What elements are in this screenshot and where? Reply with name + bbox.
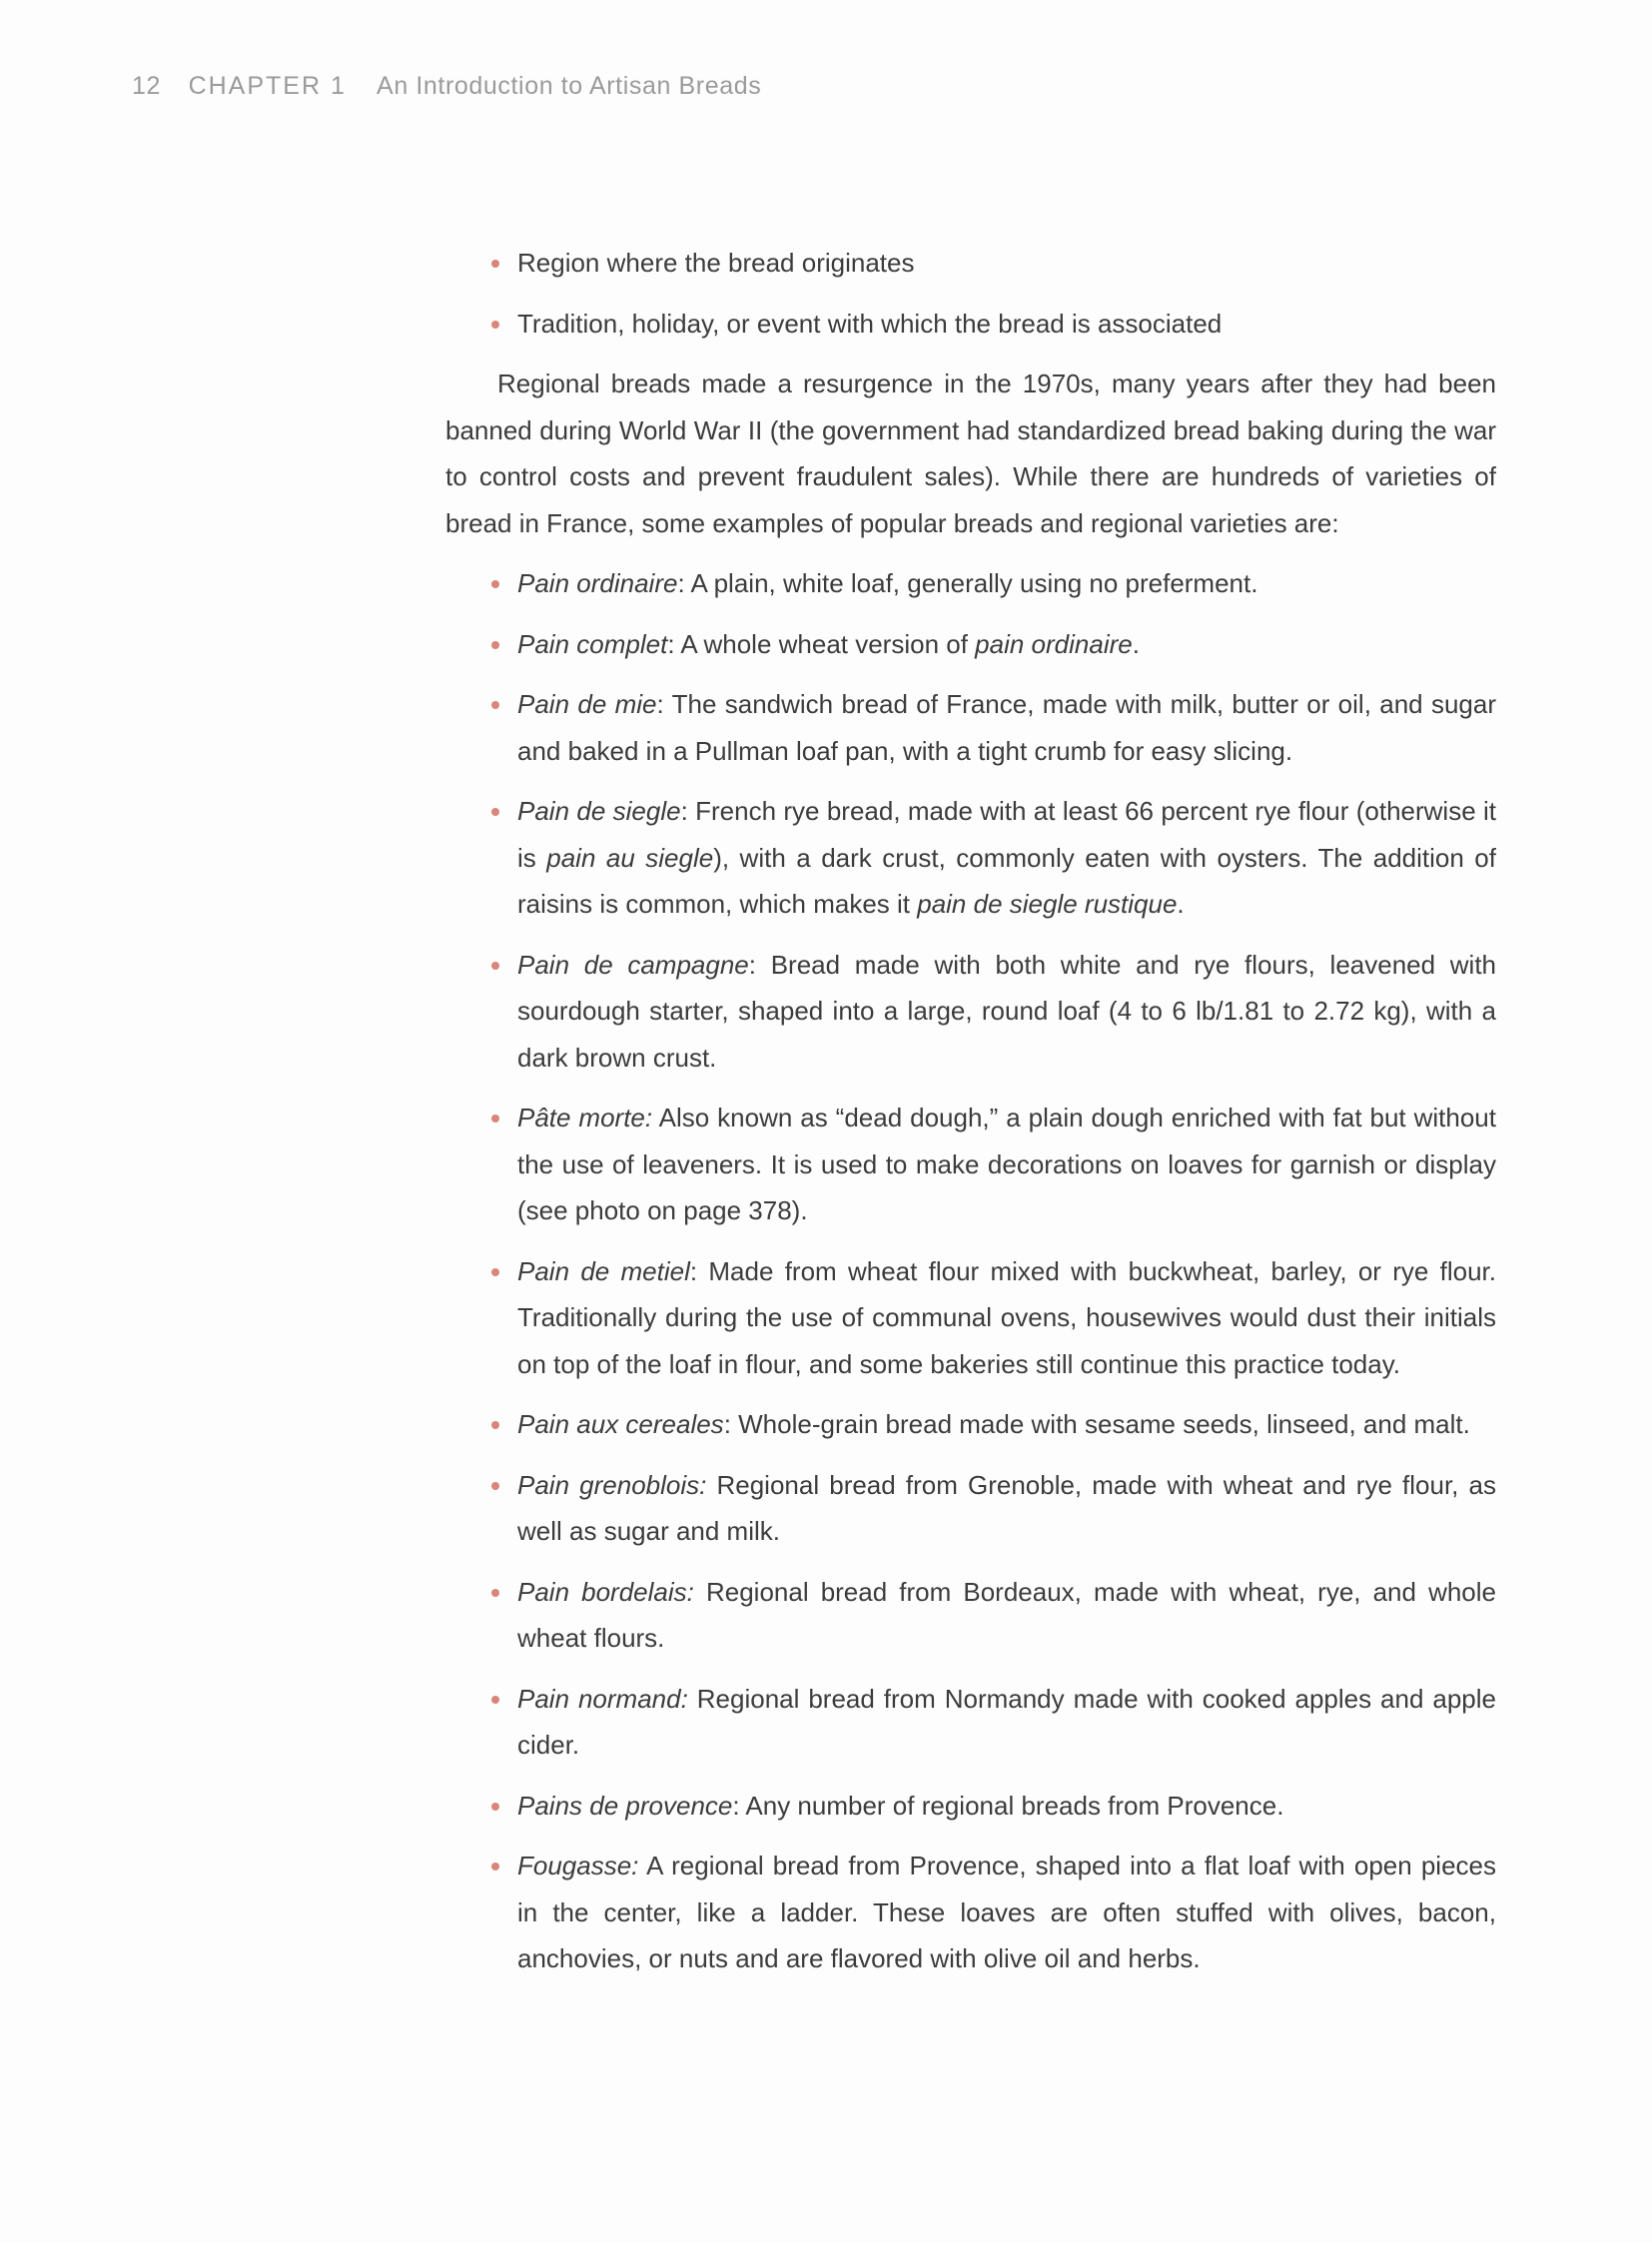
page-body: [445, 240, 1496, 1996]
running-head: [132, 72, 761, 101]
chapter-label: CHAPTER 1: [188, 72, 347, 100]
bread-item: Pain de siegle: French rye bread, made with at least 66 percent rye flour (otherwise it is pain au siegle), with a dark crust, commonly eaten with oysters. The addition of raisins is common, which makes it pain de siegle rustique.: [445, 788, 1496, 928]
bread-description: A whole wheat version of: [674, 628, 976, 659]
bread-item: [445, 1095, 1496, 1234]
bread-term: Pain bordelais:: [517, 1576, 694, 1607]
bread-description: Regional bread from Normandy made with cooked apples and apple cider.: [517, 1683, 1496, 1760]
bread-item: [445, 1462, 1496, 1555]
bread-description: Bread made with both white and rye flours, leavened with sourdough starter, shaped into a large, round loaf (4 to 6 lb/1.81 to 2.72 kg), with a dark brown crust.: [517, 949, 1497, 1073]
body-paragraph: Regional breads made a resurgence in the 1970s, many years after they had been banned during World War II (the government had standardized bread baking during the war to control costs and prevent fraudulent sales). While there are hundreds of varieties of bread in France, some examples of popular breads and regional varieties are:: [445, 369, 1496, 538]
bread-item: [445, 1843, 1496, 1982]
bread-term: Pain de metiel: [517, 1255, 690, 1286]
page-number: 12: [132, 72, 162, 100]
bread-description: Made from wheat flour mixed with buckwheat, barley, or rye flour. Traditionally during the use of communal ovens, housewives would dust their initials on top of the loaf in flour, and some bakeries still continue this practice today.: [517, 1255, 1496, 1379]
bread-term: Pain ordinaire: [517, 568, 678, 598]
list-item: Region where the bread originates: [445, 240, 1496, 287]
bread-description: Also known as “dead dough,” a plain dough enriched with fat but without the use of leaveners. It is used to make decorations on loaves for garnish or display (see photo on page 378).: [517, 1103, 1496, 1225]
bread-term: Pain normand:: [517, 1683, 688, 1714]
bread-item: Pain de mie: The sandwich bread of France, made with milk, butter or oil, and sugar and baked in a Pullman loaf pan, with a tight crumb for easy slicing.: [445, 681, 1496, 774]
bread-description: French rye bread, made with at least 66 percent rye flour (otherwise it is: [517, 796, 1496, 873]
bread-item: [445, 1676, 1496, 1769]
bread-description: Any number of regional breads from Provence.: [739, 1790, 1284, 1821]
chapter-title: An Introduction to Artisan Breads: [377, 72, 762, 100]
bread-description: A plain, white loaf, generally using no preferment.: [684, 568, 1258, 598]
bread-term: Pain grenoblois:: [517, 1469, 707, 1500]
bread-term: Fougasse:: [517, 1851, 639, 1880]
bread-item: Pain ordinaire: A plain, white loaf, generally using no preferment.: [445, 560, 1496, 607]
bread-term: Pâte morte:: [517, 1103, 653, 1132]
intro-bullet-list: [445, 240, 1496, 347]
bread-reference: pain ordinaire: [975, 628, 1133, 659]
bread-reference: pain de siegle rustique: [917, 889, 1178, 919]
bread-description: Regional bread from Grenoble, made with wheat and rye flour, as well as sugar and milk.: [517, 1469, 1496, 1546]
bread-term: Pain complet: [517, 628, 668, 659]
bread-variety-list: [445, 560, 1496, 1982]
bread-description: A regional bread from Provence, shaped into a flat loaf with open pieces in the center, like a ladder. These loaves are often stuffed with olives, bacon, anchovies, or nuts and are flavored with olive oil and herbs.: [517, 1851, 1496, 1973]
bread-item: Pains de provence: Any number of regional breads from Provence.: [445, 1783, 1496, 1830]
bread-description: The sandwich bread of France, made with milk, butter or oil, and sugar and baked in a Pullman loaf pan, with a tight crumb for easy slicing.: [517, 689, 1496, 766]
bread-description: Regional bread from Bordeaux, made with wheat, rye, and whole wheat flours.: [517, 1576, 1497, 1653]
bread-item: Pain complet: A whole wheat version of pain ordinaire.: [445, 621, 1496, 668]
bread-term: Pain de campagne: [517, 949, 749, 980]
bread-term: Pain de mie: [517, 689, 657, 719]
bread-item: Pain de metiel: Made from wheat flour mixed with buckwheat, barley, or rye flour. Traditionally during the use of communal ovens, housewives would dust their initials on top of the loaf in flour, and some bakeries still continue this practice today.: [445, 1248, 1496, 1388]
bread-reference: pain au siegle: [546, 842, 714, 873]
bread-description: Whole-grain bread made with sesame seeds, linseed, and malt.: [730, 1409, 1470, 1439]
bread-item: Pain de campagne: Bread made with both white and rye flours, leavened with sourdough starter, shaped into a large, round loaf (4 to 6 lb/1.81 to 2.72 kg), with a dark brown crust.: [445, 942, 1496, 1082]
bread-item: [445, 1569, 1496, 1662]
bread-item: Pain aux cereales: Whole-grain bread made with sesame seeds, linseed, and malt.: [445, 1401, 1496, 1448]
bread-term: Pain aux cereales: [517, 1409, 724, 1439]
bread-term: Pain de siegle: [517, 796, 681, 826]
list-item: Tradition, holiday, or event with which the bread is associated: [445, 301, 1496, 348]
bread-term: Pains de provence: [517, 1790, 733, 1821]
